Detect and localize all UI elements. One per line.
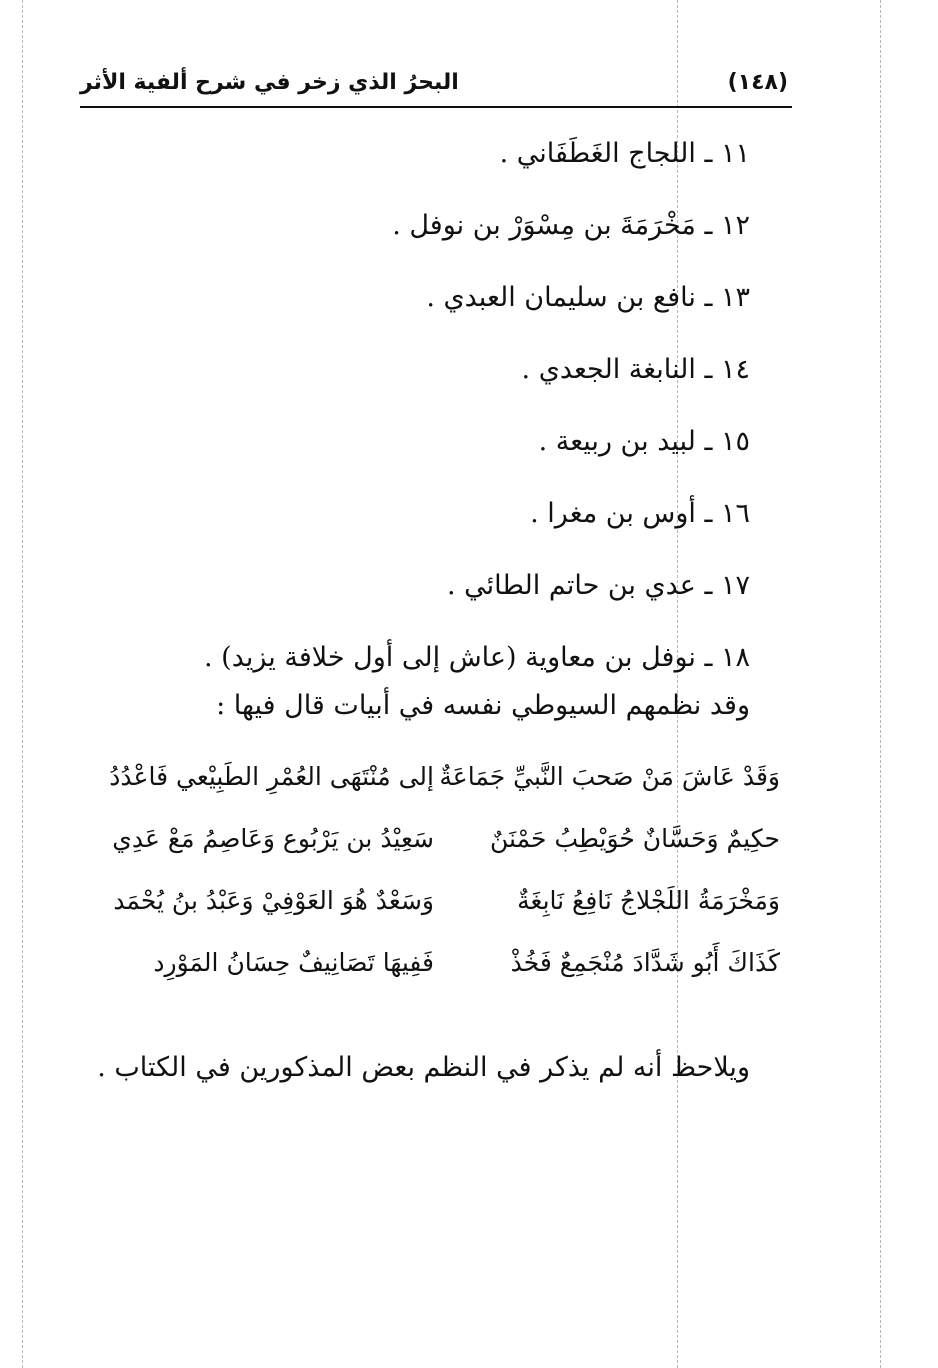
first-hemistich: وَقَدْ عَاشَ مَنْ صَحبَ النَّبيِّ جَمَاعَةٌ xyxy=(439,762,780,791)
page-number: (١٤٨) xyxy=(727,70,788,95)
poem-verse xyxy=(104,752,780,814)
first-hemistich: كَذَاكَ أَبُو شَدَّادَ مُنْجَمِعٌ فَخُذْ xyxy=(510,948,780,977)
poem-verse xyxy=(104,814,780,876)
numbered-list xyxy=(150,118,750,694)
second-hemistich: فَفِيهَا تَصَانِيفٌ حِسَانُ المَوْرِد xyxy=(153,948,434,977)
header-title: البحرُ الذي زخر في شرح ألفية الأثر xyxy=(80,70,459,95)
list-item: ١٣ ـ نافع بن سليمان العبدي . xyxy=(426,282,750,313)
list-item: ١١ ـ اللجاج الغَطَفَاني . xyxy=(499,138,750,169)
second-hemistich: سَعِيْدُ بن يَرْبُوع وَعَاصِمُ مَعْ عَدِي xyxy=(112,824,434,853)
first-hemistich: وَمَخْرَمَةُ اللَجْلاجُ نَافِعُ نَابِغَةٌ xyxy=(517,886,780,915)
poem-intro: وقد نظمهم السيوطي نفسه في أبيات قال فيها : xyxy=(216,690,750,721)
closing-note: ويلاحظ أنه لم يذكر في النظم بعض المذكورين في الكتاب . xyxy=(97,1052,750,1083)
second-hemistich: إلى مُنْتَهَى العُمْرِ الطَبِيْعي فَاعْدُدُ xyxy=(109,762,434,791)
list-item: ١٤ ـ النابغة الجعدي . xyxy=(521,354,750,385)
list-item: ١٦ ـ أوس بن مغرا . xyxy=(530,498,750,529)
scan-artifact-line xyxy=(22,0,23,1368)
scan-artifact-line xyxy=(880,0,881,1368)
list-item: ١٧ ـ عدي بن حاتم الطائي . xyxy=(446,570,750,601)
running-header xyxy=(80,62,792,108)
list-item: ١٨ ـ نوفل بن معاوية (عاش إلى أول خلافة يزيد) . xyxy=(204,642,750,673)
first-hemistich: حكِيمٌ وَحَسَّانٌ حُوَيْطِبُ حَمْنَنٌ xyxy=(490,824,780,853)
list-item: ١٢ ـ مَخْرَمَةَ بن مِسْوَرْ بن نوفل . xyxy=(392,210,750,241)
list-item: ١٥ ـ لبيد بن ربيعة . xyxy=(538,426,750,457)
poem xyxy=(104,752,780,1000)
poem-verse xyxy=(104,938,780,1000)
poem-verse xyxy=(104,876,780,938)
second-hemistich: وَسَعْدٌ هُوَ العَوْفِيْ وَعَبْدُ بنُ يُحْمَد xyxy=(113,886,434,915)
